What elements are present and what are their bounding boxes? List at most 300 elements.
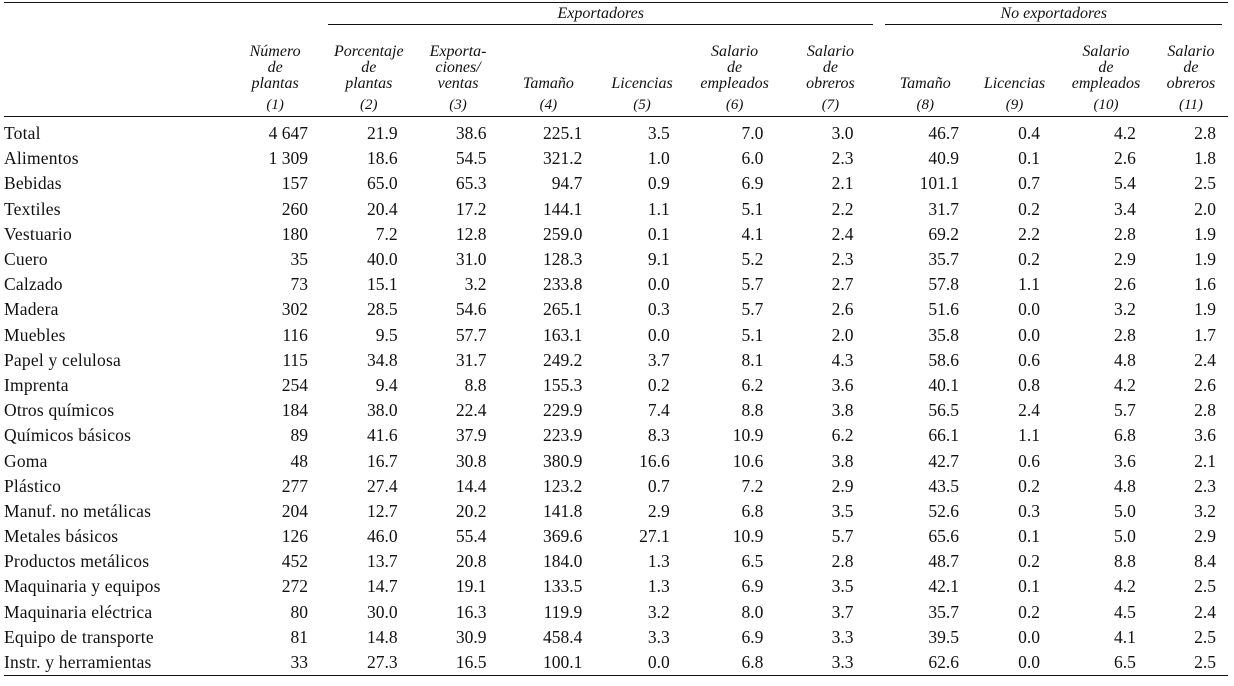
cell-col-8: 58.6 [928, 349, 959, 370]
cell-col-2: 16.7 [366, 450, 398, 471]
cell-col-8: 56.5 [928, 400, 959, 421]
cell-col-11: 2.0 [1194, 198, 1216, 219]
table-row [4, 625, 1228, 650]
cell-col-9: 2.2 [1018, 223, 1041, 244]
cell-col-8: 69.2 [928, 223, 959, 244]
cell-col-9: 0.6 [1018, 450, 1041, 471]
column-number-1: (1) [228, 94, 322, 117]
cell-col-2: 9.4 [375, 374, 398, 395]
cell-col-1: 80 [290, 601, 308, 622]
cell-col-3: 65.3 [455, 173, 487, 194]
cell-col-8: 65.6 [928, 526, 959, 547]
cell-col-10: 5.0 [1113, 500, 1136, 521]
stub-header-number [4, 94, 228, 117]
group-header-no-exportadores [879, 3, 1228, 27]
cell-col-8: 66.1 [928, 425, 959, 446]
cell-col-10: 6.5 [1058, 650, 1154, 676]
column-number-row [4, 94, 1228, 117]
cell-col-7: 4.3 [831, 349, 854, 370]
cell-col-3: 38.6 [455, 123, 487, 144]
cell-col-5: 2.9 [647, 500, 670, 521]
cell-col-3: 3.2 [464, 274, 487, 295]
cell-col-10: 4.8 [1113, 475, 1136, 496]
cell-col-10: 5.0 [1113, 526, 1136, 547]
cell-col-10: 3.2 [1113, 299, 1136, 320]
column-header-9 [971, 26, 1058, 94]
cell-col-5: 27.1 [639, 526, 670, 547]
column-number-6: (6) [688, 94, 782, 117]
cell-col-2: 14.7 [366, 576, 398, 597]
cell-col-4: 233.8 [542, 274, 583, 295]
cell-col-5: 1.1 [647, 198, 670, 219]
cell-col-6: 5.7 [741, 274, 764, 295]
column-header-7-line-2: de [822, 59, 838, 76]
cell-col-5: 3.5 [647, 123, 670, 144]
cell-col-8: 43.5 [928, 475, 959, 496]
cell-col-4: 321.2 [542, 148, 583, 169]
column-header-6-line-2: de [727, 59, 743, 76]
column-header-4 [501, 26, 597, 94]
table-row [4, 474, 1228, 499]
cell-col-7: 3.8 [831, 400, 854, 421]
table-row [4, 448, 1228, 473]
row-label: Maquinaria eléctrica [4, 601, 153, 622]
cell-col-10: 5.7 [1113, 400, 1136, 421]
column-header-8-line-1: Tamaño [899, 75, 951, 92]
cell-col-5: 3.3 [647, 626, 670, 647]
cell-col-2: 13.7 [366, 551, 398, 572]
column-number-7: (7) [781, 94, 879, 117]
cell-col-5: 16.6 [639, 450, 670, 471]
cell-col-7: 5.7 [831, 526, 854, 547]
table-row [4, 549, 1228, 574]
cell-col-1: 180 [281, 223, 308, 244]
cell-col-11: 2.4 [1194, 349, 1216, 370]
cell-col-2: 9.5 [375, 324, 398, 345]
column-header-7 [781, 26, 879, 94]
group-header-exportadores [322, 3, 880, 27]
column-number-10: (10) [1058, 94, 1154, 117]
cell-col-3: 17.2 [455, 198, 487, 219]
cell-col-7: 2.6 [831, 299, 854, 320]
cell-col-3: 16.3 [455, 601, 487, 622]
row-label: Imprenta [4, 374, 69, 395]
cell-col-5: 0.0 [596, 650, 687, 676]
cell-col-3: 20.8 [455, 551, 487, 572]
column-header-1-line-1: Número [249, 43, 301, 60]
cell-col-11: 1.9 [1194, 223, 1216, 244]
cell-col-4: 229.9 [542, 400, 583, 421]
cell-col-8: 46.7 [928, 123, 959, 144]
cell-col-2: 46.0 [366, 526, 398, 547]
row-label: Plástico [4, 475, 62, 496]
column-header-2-line-1: Porcentaje [333, 43, 404, 60]
cell-col-1: 1 309 [268, 148, 308, 169]
cell-col-11: 2.5 [1194, 576, 1216, 597]
cell-col-6: 5.1 [741, 324, 764, 345]
cell-col-4: 184.0 [542, 551, 583, 572]
cell-col-6: 6.9 [741, 173, 764, 194]
cell-col-6: 4.1 [741, 223, 764, 244]
cell-col-3: 8.8 [464, 374, 487, 395]
row-label: Textiles [4, 198, 61, 219]
row-label: Equipo de transporte [4, 626, 154, 647]
table-row [4, 348, 1228, 373]
cell-col-5: 8.3 [647, 425, 670, 446]
column-header-11-line-2: de [1183, 59, 1199, 76]
statistics-table-container [4, 0, 1228, 676]
cell-col-4: 458.4 [542, 626, 583, 647]
cell-col-11: 8.4 [1194, 551, 1216, 572]
cell-col-2: 7.2 [375, 223, 398, 244]
column-header-6-line-3: empleados [700, 75, 769, 92]
cell-col-7: 6.2 [831, 425, 854, 446]
cell-col-5: 0.7 [647, 475, 670, 496]
cell-col-3: 16.5 [416, 650, 501, 676]
table-row [4, 323, 1228, 348]
cell-col-10: 2.6 [1113, 274, 1136, 295]
cell-col-6: 6.8 [688, 650, 782, 676]
cell-col-9: 0.8 [1018, 374, 1041, 395]
cell-col-7: 3.0 [831, 123, 854, 144]
row-label: Productos metálicos [4, 551, 150, 572]
group-label-exportadores: Exportadores [328, 6, 874, 25]
row-label: Instr. y herramientas [4, 650, 228, 676]
group-header-row [4, 3, 1228, 27]
cell-col-6: 6.9 [741, 576, 764, 597]
cell-col-4: 259.0 [542, 223, 583, 244]
row-label: Bebidas [4, 173, 62, 194]
stub-header-blank [4, 3, 228, 27]
cell-col-7: 3.3 [831, 626, 854, 647]
cell-col-1: 81 [290, 626, 308, 647]
table-row [4, 398, 1228, 423]
table-row [4, 297, 1228, 322]
row-label: Madera [4, 299, 59, 320]
cell-col-11: 1.6 [1194, 274, 1216, 295]
cell-col-11: 2.3 [1194, 475, 1216, 496]
cell-col-10: 4.1 [1113, 626, 1136, 647]
cell-col-7: 3.5 [831, 576, 854, 597]
cell-col-3: 20.2 [455, 500, 487, 521]
column-header-11-line-3: obreros [1166, 75, 1216, 92]
cell-col-7: 3.7 [831, 601, 854, 622]
cell-col-7: 3.8 [831, 450, 854, 471]
column-header-2 [322, 26, 416, 94]
cell-col-8: 35.8 [928, 324, 959, 345]
column-header-3 [416, 26, 501, 94]
column-number-9: (9) [971, 94, 1058, 117]
table-row [4, 600, 1228, 625]
cell-col-7: 3.5 [831, 500, 854, 521]
column-header-1 [228, 26, 322, 94]
cell-col-10: 3.4 [1113, 198, 1136, 219]
cell-col-1: 116 [282, 324, 308, 345]
column-header-5-line-1: Licencias [611, 75, 673, 92]
cell-col-11: 1.9 [1194, 299, 1216, 320]
column-header-2-line-3: plantas [345, 75, 393, 92]
cell-col-11: 1.9 [1194, 249, 1216, 270]
cell-col-10: 2.9 [1113, 249, 1136, 270]
cell-col-2: 20.4 [366, 198, 398, 219]
cell-col-1: 452 [281, 551, 308, 572]
cell-col-3: 31.7 [455, 349, 487, 370]
cell-col-11: 1.7 [1194, 324, 1216, 345]
row-label: Muebles [4, 324, 66, 345]
cell-col-4: 225.1 [542, 123, 583, 144]
cell-col-5: 0.1 [647, 223, 670, 244]
cell-col-8: 40.1 [928, 374, 959, 395]
column-number-8: (8) [879, 94, 970, 117]
cell-col-2: 34.8 [366, 349, 398, 370]
cell-col-9: 0.1 [1018, 526, 1041, 547]
table-row [4, 146, 1228, 171]
column-header-3-line-2: ciones/ [435, 59, 481, 76]
cell-col-6: 10.9 [732, 425, 764, 446]
cell-col-2: 30.0 [366, 601, 398, 622]
column-header-11-line-1: Salario [1167, 43, 1215, 60]
table-row [4, 247, 1228, 272]
row-label: Metales básicos [4, 526, 119, 547]
column-header-7-line-3: obreros [806, 75, 855, 92]
cell-col-10: 5.4 [1113, 173, 1136, 194]
column-header-7-line-1: Salario [806, 43, 854, 60]
cell-col-9: 0.7 [1018, 173, 1041, 194]
table-row [4, 499, 1228, 524]
table-row [4, 524, 1228, 549]
cell-col-9: 0.0 [1018, 299, 1041, 320]
cell-col-4: 128.3 [542, 249, 583, 270]
column-header-5 [596, 26, 687, 94]
cell-col-9: 0.2 [1018, 601, 1041, 622]
table-row [4, 222, 1228, 247]
cell-col-11: 2.5 [1194, 173, 1216, 194]
cell-col-9: 0.1 [1018, 576, 1041, 597]
column-header-11 [1154, 26, 1228, 94]
group-label-no-exportadores: No exportadores [885, 6, 1222, 25]
column-header-8 [879, 26, 970, 94]
cell-col-5: 3.7 [647, 349, 670, 370]
cell-col-5: 7.4 [647, 400, 670, 421]
cell-col-9: 0.6 [1018, 349, 1041, 370]
cell-col-8: 39.5 [928, 626, 959, 647]
column-number-4: (4) [501, 94, 597, 117]
cell-col-10: 2.6 [1113, 148, 1136, 169]
cell-col-4: 163.1 [542, 324, 583, 345]
cell-col-1: 33 [228, 650, 322, 676]
row-label: Total [4, 123, 41, 144]
cell-col-2: 28.5 [366, 299, 398, 320]
cell-col-4: 380.9 [542, 450, 583, 471]
cell-col-1: 126 [281, 526, 308, 547]
cell-col-10: 4.5 [1113, 601, 1136, 622]
column-header-10-line-2: de [1098, 59, 1114, 76]
cell-col-1: 302 [281, 299, 308, 320]
cell-col-11: 2.9 [1194, 526, 1216, 547]
cell-col-1: 277 [281, 475, 308, 496]
cell-col-4: 119.9 [543, 601, 583, 622]
cell-col-3: 54.6 [455, 299, 487, 320]
column-header-6-line-1: Salario [711, 43, 759, 60]
cell-col-10: 4.8 [1113, 349, 1136, 370]
cell-col-1: 115 [282, 349, 308, 370]
cell-col-1: 73 [290, 274, 308, 295]
cell-col-7: 2.0 [831, 324, 854, 345]
column-header-10-line-1: Salario [1082, 43, 1130, 60]
column-header-6 [688, 26, 782, 94]
column-number-11: (11) [1154, 94, 1228, 117]
cell-col-4: 223.9 [542, 425, 583, 446]
cell-col-5: 1.0 [647, 148, 670, 169]
cell-col-1: 48 [290, 450, 308, 471]
cell-col-3: 22.4 [455, 400, 487, 421]
cell-col-7: 3.3 [781, 650, 879, 676]
column-header-1-line-2: de [267, 59, 283, 76]
cell-col-7: 2.3 [831, 148, 854, 169]
cell-col-11: 2.5 [1194, 626, 1216, 647]
cell-col-9: 0.0 [1018, 626, 1041, 647]
cell-col-5: 1.3 [647, 551, 670, 572]
cell-col-9: 0.3 [1018, 500, 1041, 521]
cell-col-6: 6.5 [741, 551, 764, 572]
column-number-2: (2) [322, 94, 416, 117]
cell-col-9: 1.1 [1018, 425, 1041, 446]
cell-col-1: 35 [290, 249, 308, 270]
cell-col-4: 94.7 [551, 173, 583, 194]
column-header-2-line-2: de [361, 59, 377, 76]
cell-col-2: 12.7 [366, 500, 398, 521]
row-label: Otros químicos [4, 400, 115, 421]
cell-col-11: 2.1 [1194, 450, 1216, 471]
column-header-10-line-3: empleados [1071, 75, 1141, 92]
cell-col-9: 0.2 [1018, 198, 1041, 219]
cell-col-7: 2.2 [831, 198, 854, 219]
cell-col-3: 30.9 [455, 626, 487, 647]
cell-col-2: 65.0 [366, 173, 398, 194]
cell-col-6: 5.1 [741, 198, 764, 219]
cell-col-9: 0.4 [1018, 123, 1041, 144]
cell-col-5: 0.9 [647, 173, 670, 194]
cell-col-10: 2.8 [1113, 223, 1136, 244]
column-header-4-line-1: Tamaño [522, 75, 574, 92]
table-row [4, 117, 1228, 147]
cell-col-8: 35.7 [928, 601, 959, 622]
table-row [4, 423, 1228, 448]
row-label: Goma [4, 450, 48, 471]
cell-col-11: 1.8 [1194, 148, 1216, 169]
cell-col-5: 9.1 [647, 249, 670, 270]
cell-col-7: 2.4 [831, 223, 854, 244]
table-row [4, 197, 1228, 222]
cell-col-4: 123.2 [542, 475, 583, 496]
column-number-3: (3) [416, 94, 501, 117]
cell-col-2: 40.0 [366, 249, 398, 270]
row-label: Vestuario [4, 223, 72, 244]
cell-col-3: 12.8 [455, 223, 487, 244]
cell-col-8: 57.8 [928, 274, 959, 295]
cell-col-6: 6.8 [741, 500, 764, 521]
cell-col-4: 100.1 [501, 650, 597, 676]
column-header-10 [1058, 26, 1154, 94]
table-row [4, 272, 1228, 297]
cell-col-8: 40.9 [928, 148, 959, 169]
cell-col-8: 101.1 [919, 173, 959, 194]
cell-col-4: 133.5 [542, 576, 583, 597]
cell-col-1: 89 [290, 425, 308, 446]
cell-col-1: 4 647 [268, 123, 308, 144]
cell-col-5: 0.0 [647, 274, 670, 295]
cell-col-4: 265.1 [542, 299, 583, 320]
cell-col-5: 3.2 [647, 601, 670, 622]
cell-col-6: 7.0 [741, 123, 764, 144]
column-header-3-line-3: ventas [437, 75, 479, 92]
column-number-5: (5) [596, 94, 687, 117]
cell-col-1: 254 [281, 374, 308, 395]
row-label: Químicos básicos [4, 425, 132, 446]
cell-col-7: 3.6 [831, 374, 854, 395]
table-row [4, 171, 1228, 196]
cell-col-5: 1.3 [647, 576, 670, 597]
column-header-row [4, 26, 1228, 94]
cell-col-3: 37.9 [455, 425, 487, 446]
cell-col-9: 0.0 [1018, 324, 1041, 345]
cell-col-3: 55.4 [455, 526, 487, 547]
header-col-1-spacer [228, 3, 322, 27]
cell-col-2: 38.0 [366, 400, 398, 421]
cell-col-6: 8.8 [741, 400, 764, 421]
cell-col-3: 14.4 [455, 475, 487, 496]
cell-col-9: 0.1 [1018, 148, 1041, 169]
cell-col-4: 369.6 [542, 526, 583, 547]
cell-col-4: 249.2 [542, 349, 583, 370]
cell-col-10: 2.8 [1113, 324, 1136, 345]
cell-col-3: 30.8 [455, 450, 487, 471]
cell-col-4: 141.8 [542, 500, 583, 521]
cell-col-2: 27.3 [322, 650, 416, 676]
cell-col-11: 2.8 [1194, 123, 1216, 144]
cell-col-9: 0.0 [971, 650, 1058, 676]
cell-col-2: 18.6 [366, 148, 398, 169]
cell-col-10: 4.2 [1113, 576, 1136, 597]
row-label: Calzado [4, 274, 63, 295]
cell-col-3: 19.1 [455, 576, 487, 597]
table-row [4, 650, 1228, 676]
cell-col-9: 2.4 [1018, 400, 1041, 421]
column-header-1-line-3: plantas [251, 75, 299, 92]
cell-col-8: 35.7 [928, 249, 959, 270]
cell-col-6: 10.9 [732, 526, 764, 547]
cell-col-9: 1.1 [1018, 274, 1041, 295]
row-label: Manuf. no metálicas [4, 500, 152, 521]
cell-col-11: 3.6 [1194, 425, 1216, 446]
cell-col-6: 6.9 [741, 626, 764, 647]
cell-col-8: 62.6 [879, 650, 970, 676]
cell-col-5: 0.3 [647, 299, 670, 320]
cell-col-6: 7.2 [741, 475, 764, 496]
cell-col-5: 0.0 [647, 324, 670, 345]
cell-col-4: 155.3 [542, 374, 583, 395]
cell-col-8: 48.7 [928, 551, 959, 572]
cell-col-1: 260 [281, 198, 308, 219]
cell-col-8: 31.7 [928, 198, 959, 219]
cell-col-2: 14.8 [366, 626, 398, 647]
cell-col-6: 6.0 [741, 148, 764, 169]
table-header [4, 3, 1228, 117]
cell-col-2: 21.9 [366, 123, 398, 144]
cell-col-2: 15.1 [366, 274, 398, 295]
row-label: Alimentos [4, 148, 79, 169]
cell-col-8: 51.6 [928, 299, 959, 320]
